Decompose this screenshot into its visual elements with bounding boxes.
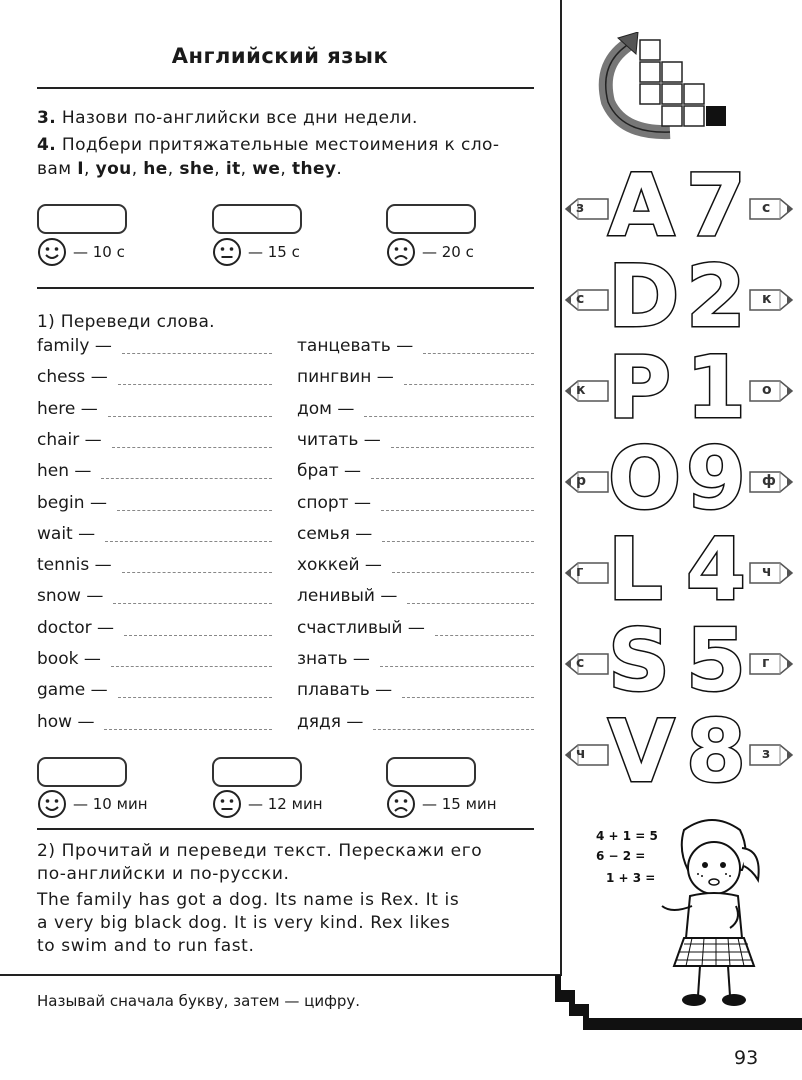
pencil-icon xyxy=(564,559,610,587)
word-right: танцевать — xyxy=(297,336,414,356)
pencil-icon xyxy=(748,741,794,769)
exercise-2-text-line: to swim and to run fast. xyxy=(37,936,255,956)
word-left: chess — xyxy=(37,367,108,388)
big-letter: P xyxy=(608,338,672,438)
big-letter: S xyxy=(608,611,670,711)
pronoun: she xyxy=(179,159,215,179)
word-right: читать — xyxy=(297,429,381,450)
timer-label: — 20 с xyxy=(422,243,474,261)
board-line: 1 + 3 = xyxy=(606,871,656,885)
pronoun: he xyxy=(143,159,168,179)
pencil-icon xyxy=(564,741,610,769)
timer-label: — 10 мин xyxy=(73,795,148,813)
pencil-letter: к xyxy=(762,291,772,307)
word-left: doctor — xyxy=(37,617,114,638)
word-left: chair — xyxy=(37,429,102,450)
word-right: ленивый — xyxy=(297,586,398,607)
pencil-letter: с xyxy=(762,200,771,216)
word-right: плавать — xyxy=(297,680,393,701)
board-line: 6 − 2 = xyxy=(596,849,646,863)
task-4-line2: вам I, you, he, she, it, we, they. xyxy=(37,159,343,179)
word-right: знать — xyxy=(297,649,370,669)
big-letter: L xyxy=(608,520,663,620)
word-left: how — xyxy=(37,711,95,732)
pencil-icon xyxy=(748,650,794,678)
word-left: book — xyxy=(37,649,101,669)
big-letter: D xyxy=(608,247,680,347)
big-digit: 8 xyxy=(686,702,746,802)
big-letter: V xyxy=(608,702,675,802)
pencil-letter: о xyxy=(762,382,772,398)
word-right: спорт — xyxy=(297,492,371,513)
pencil-letter: з xyxy=(762,746,771,762)
pencil-letter: ч xyxy=(762,564,772,580)
pencil-letter: к xyxy=(576,382,586,398)
footer-note: Называй сначала букву, затем — цифру. xyxy=(37,992,361,1010)
word-left: tennis — xyxy=(37,555,112,576)
word-left: hen — xyxy=(37,461,92,482)
task-text: Подбери притяжательные местоимения к сло- xyxy=(61,135,500,155)
word-left: family — xyxy=(37,336,112,356)
pencil-icon xyxy=(564,468,610,496)
exercise-2-text-line: a very big black dog. It is very kind. Rex likes xyxy=(37,913,451,933)
word-left: begin — xyxy=(37,492,107,513)
pencil-letter: з xyxy=(576,200,585,216)
logo-icon xyxy=(596,32,726,142)
pencil-letter: с xyxy=(576,655,585,671)
pencil-icon xyxy=(564,650,610,678)
exercise-2-heading-line: по-английски и по-русски. xyxy=(37,864,290,884)
word-right: дом — xyxy=(297,398,355,419)
big-letter: A xyxy=(608,156,675,256)
big-letter: O xyxy=(608,429,682,529)
big-digit: 9 xyxy=(686,429,746,529)
exercise-1-heading: 1) Переведи слова. xyxy=(37,312,215,332)
task-text: Назови по-английски все дни недели. xyxy=(61,108,418,128)
big-digit: 4 xyxy=(686,520,746,620)
pronoun: they xyxy=(291,159,337,179)
big-digit: 5 xyxy=(686,611,746,711)
big-digit: 1 xyxy=(686,338,746,438)
pencil-letter: с xyxy=(576,291,585,307)
pronoun: I xyxy=(77,159,84,179)
pencil-icon xyxy=(748,195,794,223)
word-left: here — xyxy=(37,398,98,419)
word-right: хоккей — xyxy=(297,555,382,576)
word-left: wait — xyxy=(37,523,96,544)
board-line: 4 + 1 = 5 xyxy=(596,829,658,843)
page-title: Английский язык xyxy=(171,44,389,68)
pronoun: it xyxy=(225,159,241,179)
pencil-letter: р xyxy=(576,473,587,489)
word-right: дядя — xyxy=(297,711,364,732)
timer-label: — 12 мин xyxy=(248,795,323,813)
pronoun: we xyxy=(252,159,281,179)
pencil-icon xyxy=(564,286,610,314)
word-right: семья — xyxy=(297,523,373,544)
timer-label: — 10 с xyxy=(73,243,125,261)
timer-label: — 15 с xyxy=(248,243,300,261)
pronoun: you xyxy=(95,159,132,179)
pencil-letter: г xyxy=(576,564,584,580)
word-left: snow — xyxy=(37,586,104,607)
girl-illustration-icon xyxy=(592,810,772,1010)
word-right: пингвин — xyxy=(297,367,394,388)
task-text: вам xyxy=(37,159,78,179)
pencil-icon xyxy=(564,377,610,405)
exercise-2-text-line: The family has got a dog. Its name is Rex. It is xyxy=(37,890,460,910)
page-number: 93 xyxy=(734,1047,759,1069)
word-left: game — xyxy=(37,680,108,701)
pencil-letter: г xyxy=(762,655,770,671)
task-number: 3. xyxy=(37,108,57,128)
word-right: счастливый — xyxy=(297,617,425,638)
task-number: 4. xyxy=(37,135,57,155)
big-digit: 7 xyxy=(686,156,746,256)
timer-label: — 15 мин xyxy=(422,795,497,813)
word-right: брат — xyxy=(297,461,361,482)
pencil-letter: ф xyxy=(762,473,776,489)
big-digit: 2 xyxy=(686,247,746,347)
pencil-icon xyxy=(564,195,610,223)
exercise-2-heading-line: 2) Прочитай и переведи текст. Перескажи его xyxy=(37,841,483,861)
pencil-letter: ч xyxy=(576,746,586,762)
